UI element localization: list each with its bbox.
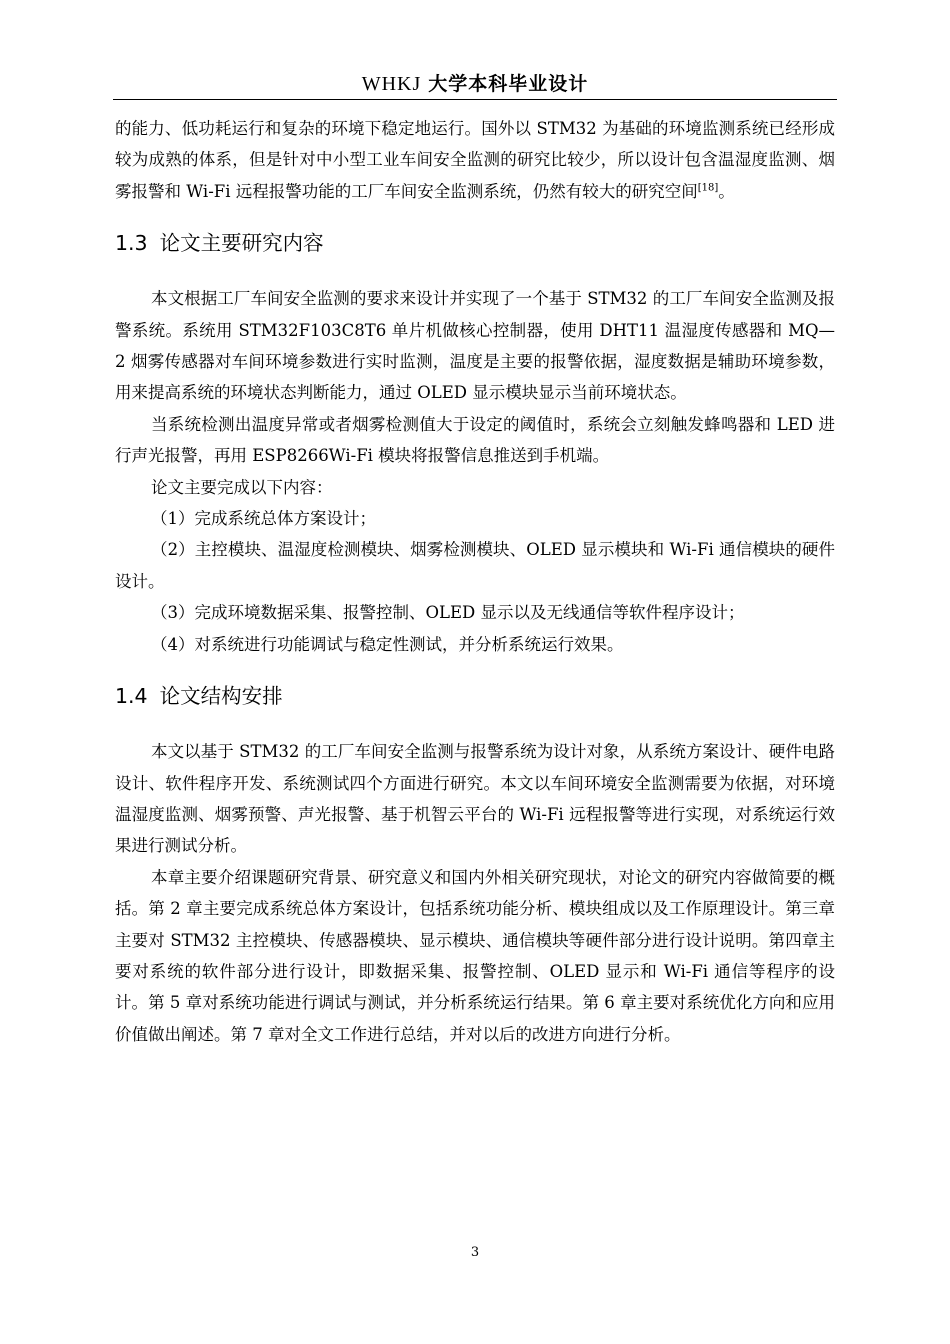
- section-title: 论文主要研究内容: [159, 231, 324, 256]
- section-heading-1-3: [115, 228, 835, 258]
- section-number: 1.3: [115, 231, 148, 256]
- header-school-code: WHKJ: [361, 73, 422, 95]
- section-title: 论文结构安排: [159, 684, 283, 709]
- section-1-3-paragraph-3: 论文主要完成以下内容：: [151, 477, 333, 497]
- section-1-3-paragraph-2: 当系统检测出温度异常或者烟雾检测值大于设定的阈值时，系统会立刻触发蜂鸣器和 LED 进行声光报警，再用 ESP8266Wi-Fi 模块将报警信息推送到手机端。: [115, 414, 835, 466]
- citation-ref: [18]: [697, 182, 719, 194]
- section-heading-1-4: [115, 681, 835, 711]
- list-item: （3）完成环境数据采集、报警控制、OLED 显示以及无线通信等软件程序设计；: [151, 603, 745, 623]
- page-body: [115, 113, 835, 1050]
- intro-paragraph-text: 的能力、低功耗运行和复杂的环境下稳定地运行。国外以 STM32 为基础的环境监测系统已经形成较为成熟的体系，但是针对中小型工业车间安全监测的研究比较少，所以设计包含温湿度监测、烟雾报警和 Wi-Fi 远程报警功能的工厂车间安全监测系统，仍然有较大的研究空间: [115, 119, 835, 201]
- section-1-4-paragraph-2: 本章主要介绍课题研究背景、研究意义和国内外相关研究现状，对论文的研究内容做简要的概括。第 2 章主要完成系统总体方案设计，包括系统功能分析、模块组成以及工作原理设计。第三章主要对 STM32 主控模块、传感器模块、显示模块、通信模块等硬件部分进行设计说明。第四章主要对系统的软件部分进行设计，即数据采集、报警控制、OLED 显示和 Wi-Fi 通信等程序的设计。第 5 章对系统功能进行调试与测试，并分析系统运行结果。第 6 章主要对系统优化方向和应用价值做出阐述。第 7 章对全文工作进行总结，并对以后的改进方向进行分析。: [115, 867, 835, 1044]
- running-header: [115, 71, 835, 97]
- section-number: 1.4: [115, 684, 148, 709]
- intro-paragraph-end: 。: [718, 181, 735, 201]
- list-item: （1）完成系统总体方案设计；: [151, 509, 376, 529]
- list-item: （4）对系统进行功能调试与稳定性测试，并分析系统运行效果。: [151, 634, 624, 654]
- intro-paragraph: [115, 113, 835, 207]
- header-divider: [113, 99, 837, 100]
- section-1-4-paragraph-1: 本文以基于 STM32 的工厂车间安全监测与报警系统为设计对象，从系统方案设计、硬件电路设计、软件程序开发、系统测试四个方面进行研究。本文以车间环境安全监测需要为依据，对环境温湿度监测、烟雾预警、声光报警、基于机智云平台的 Wi-Fi 远程报警等进行实现，对系统运行效果进行测试分析。: [115, 742, 835, 856]
- list-item: （2）主控模块、温湿度检测模块、烟雾检测模块、OLED 显示模块和 Wi-Fi 通信模块的硬件设计。: [115, 540, 835, 591]
- header-title: 大学本科毕业设计: [428, 73, 589, 95]
- page-number: 3: [470, 1245, 480, 1260]
- section-1-3-paragraph-1: 本文根据工厂车间安全监测的要求来设计并实现了一个基于 STM32 的工厂车间安全监测及报警系统。系统用 STM32F103C8T6 单片机做核心控制器，使用 DHT11 温湿度传感器和 MQ—2 烟雾传感器对车间环境参数进行实时监测，温度是主要的报警依据，湿度数据是辅助环境参数，用来提高系统的环境状态判断能力，通过 OLED 显示模块显示当前环境状态。: [115, 289, 835, 403]
